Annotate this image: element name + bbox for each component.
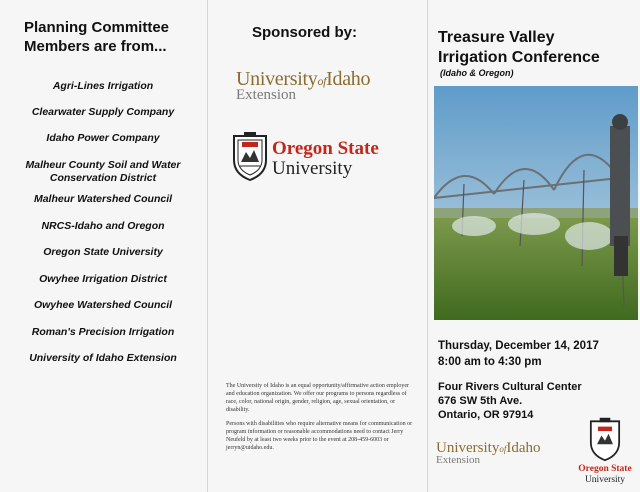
member-item xyxy=(6,132,200,145)
member-name: Malheur County Soil and Water xyxy=(25,159,181,171)
member-item xyxy=(6,299,200,312)
conference-subtitle: (Idaho & Oregon) xyxy=(440,68,514,78)
sponsored-heading: Sponsored by: xyxy=(252,24,358,41)
member-name: NRCS-Idaho and Oregon xyxy=(41,220,165,232)
osu-seal-icon xyxy=(587,416,623,462)
event-time: 8:00 am to 4:30 pm xyxy=(438,356,542,368)
irrigation-pivot-photo xyxy=(434,86,638,320)
venue-name: Four Rivers Cultural Center xyxy=(438,381,582,393)
member-item xyxy=(6,352,200,365)
heading-line: Members are from... xyxy=(24,38,167,55)
event-date: Thursday, December 14, 2017 xyxy=(438,340,599,352)
title-line: Treasure Valley xyxy=(438,29,555,46)
logo-word: of xyxy=(317,74,327,88)
member-name: Malheur Watershed Council xyxy=(33,193,173,205)
member-item xyxy=(6,326,200,339)
osu-name: Oregon State xyxy=(578,464,632,474)
committee-heading xyxy=(24,18,204,56)
logo-word: University xyxy=(236,68,318,90)
event-venue xyxy=(438,380,582,422)
event-datetime xyxy=(438,338,599,370)
member-item xyxy=(6,220,200,233)
disclaimer-paragraph: The University of Idaho is an equal opportunity/affirmative action employer and education organization. We offer our programs to persons regardless of race, color, national origin, gender, religion, age, sexual orientation, or disability. xyxy=(226,383,410,413)
member-item xyxy=(6,246,200,259)
logo-word: of xyxy=(499,444,507,454)
conference-title xyxy=(438,28,600,68)
member-name: Agri-Lines Irrigation xyxy=(52,80,154,92)
member-name: University of Idaho Extension xyxy=(29,352,177,364)
member-name: Oregon State University xyxy=(43,246,163,258)
member-name: Conservation District xyxy=(49,172,157,184)
uidaho-extension-logo xyxy=(236,68,370,104)
member-name: Idaho Power Company xyxy=(46,132,160,144)
cover-panel xyxy=(428,0,640,492)
heading-line: Planning Committee xyxy=(24,19,170,36)
member-name: Owyhee Watershed Council xyxy=(33,299,173,311)
member-item xyxy=(6,273,200,286)
disclaimer-paragraph: Persons with disabilities who require alternative means for communication or program information or reasonable accommodations need to contact Jerry Neufeld by at least two weeks prior to the event at 208-459-6003 or jerryn@uidaho.edu. xyxy=(226,421,413,451)
osu-seal-icon xyxy=(230,130,270,182)
extension-word: Extension xyxy=(236,87,296,103)
committee-panel xyxy=(0,0,206,492)
osu-university: University xyxy=(272,158,353,179)
member-name: Roman's Precision Irrigation xyxy=(31,326,175,338)
uidaho-extension-logo xyxy=(436,440,541,466)
osu-university: University xyxy=(584,475,626,485)
venue-street: 676 SW 5th Ave. xyxy=(438,395,523,407)
member-item xyxy=(6,193,200,206)
member-item xyxy=(6,106,200,119)
venue-city: Ontario, OR 97914 xyxy=(438,409,534,421)
extension-word: Extension xyxy=(436,454,480,466)
osu-name: Oregon State xyxy=(272,138,379,159)
logo-word: Idaho xyxy=(326,68,371,90)
osu-logo xyxy=(574,416,636,488)
sponsor-panel xyxy=(208,0,426,492)
logo-word: Idaho xyxy=(506,440,541,456)
osu-logo xyxy=(230,130,420,190)
member-item xyxy=(6,80,200,93)
logo-word: University xyxy=(436,440,500,456)
member-name: Owyhee Irrigation District xyxy=(39,273,167,285)
title-line: Irrigation Conference xyxy=(438,49,600,66)
disclaimer xyxy=(226,382,416,458)
member-name: Clearwater Supply Company xyxy=(31,106,175,118)
member-item xyxy=(6,159,200,185)
